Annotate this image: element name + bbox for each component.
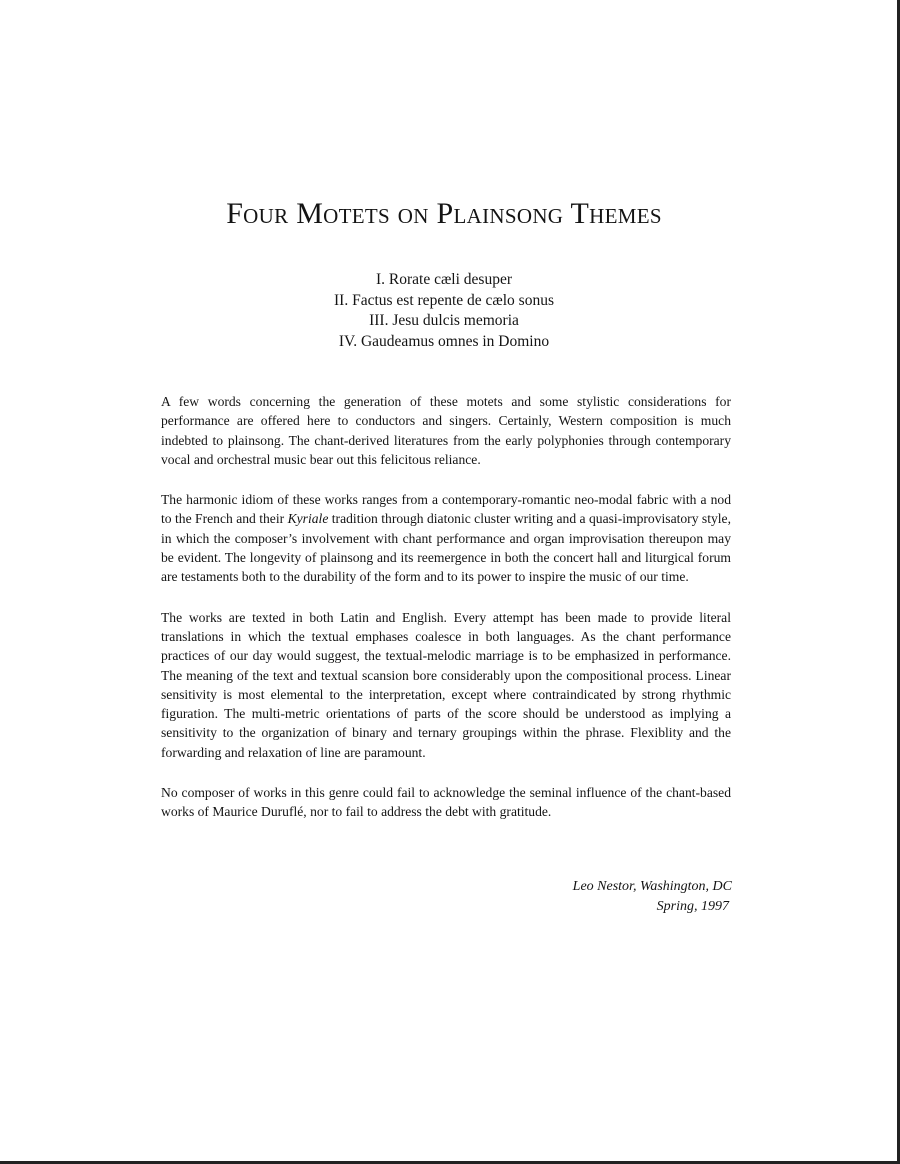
paragraph-acknowledgment: No composer of works in this genre could fail to acknowledge the seminal influence of the chant-based works of Maurice Duruflé, nor to fail to address the debt with gratitude. [161,785,731,820]
preface-body [161,392,731,843]
signature-name-place: Leo Nestor, Washington, DC [572,879,732,894]
paragraph-text: tradition through diatonic cluster writing and a quasi-improvisatory style, in which the composer’s involvement with chant performance and organ improvisation thereupon may be evident. The longevity of plainsong and its reemergence in both the concert hall and liturgical forum are testaments both to the durability of the form and to its power to inspire the music of our time. [161,511,731,585]
paragraph-harmonic-idiom [161,490,731,586]
movement-item: IV. Gaudeamus omnes in Domino [338,332,550,350]
paragraph-generation: A few words concerning the generation of these motets and some stylistic considerations for performance are offered here to conductors and singers. Certainly, Western composition is much indebted to plainsong. The chant-derived literatures from the early polyphonies through contemporary vocal and orchestral music bear out this felicitous reliance. [161,394,731,467]
movement-list [0,270,888,352]
italic-term: Kyriale [287,511,329,527]
signature-block [573,877,732,916]
movement-item: II. Factus est repente de cælo sonus [334,291,554,309]
movement-item: I. Rorate cæli desuper [375,271,512,288]
paragraph-text: The harmonic idiom of these works ranges from a contemporary-romantic neo-modal fabric with a nod to the French and their [161,492,731,527]
signature-date: Spring, 1997 [656,898,729,914]
paragraph-texting: The works are texted in both Latin and English. Every attempt has been made to provide literal translations in which the textual emphases coalesce in both languages. As the chant performance practices of our day would suggest, the textual-melodic marriage is to be emphasized in performance. The meaning of the text and textual scansion bore considerably upon the compositional process. Linear sensitivity is most elemental to the interpretation, except where contraindicated by strong rhythmic figuration. The multi-metric orientations of parts of the score should be understood as implying a sensitivity to the organization of binary and ternary groupings within the phrase. Flexiblity and the forwarding and relaxation of line are paramount. [161,609,731,760]
movement-item: III. Jesu dulcis memoria [369,312,519,329]
page-title: Four Motets on Plainsong Themes [226,197,662,230]
